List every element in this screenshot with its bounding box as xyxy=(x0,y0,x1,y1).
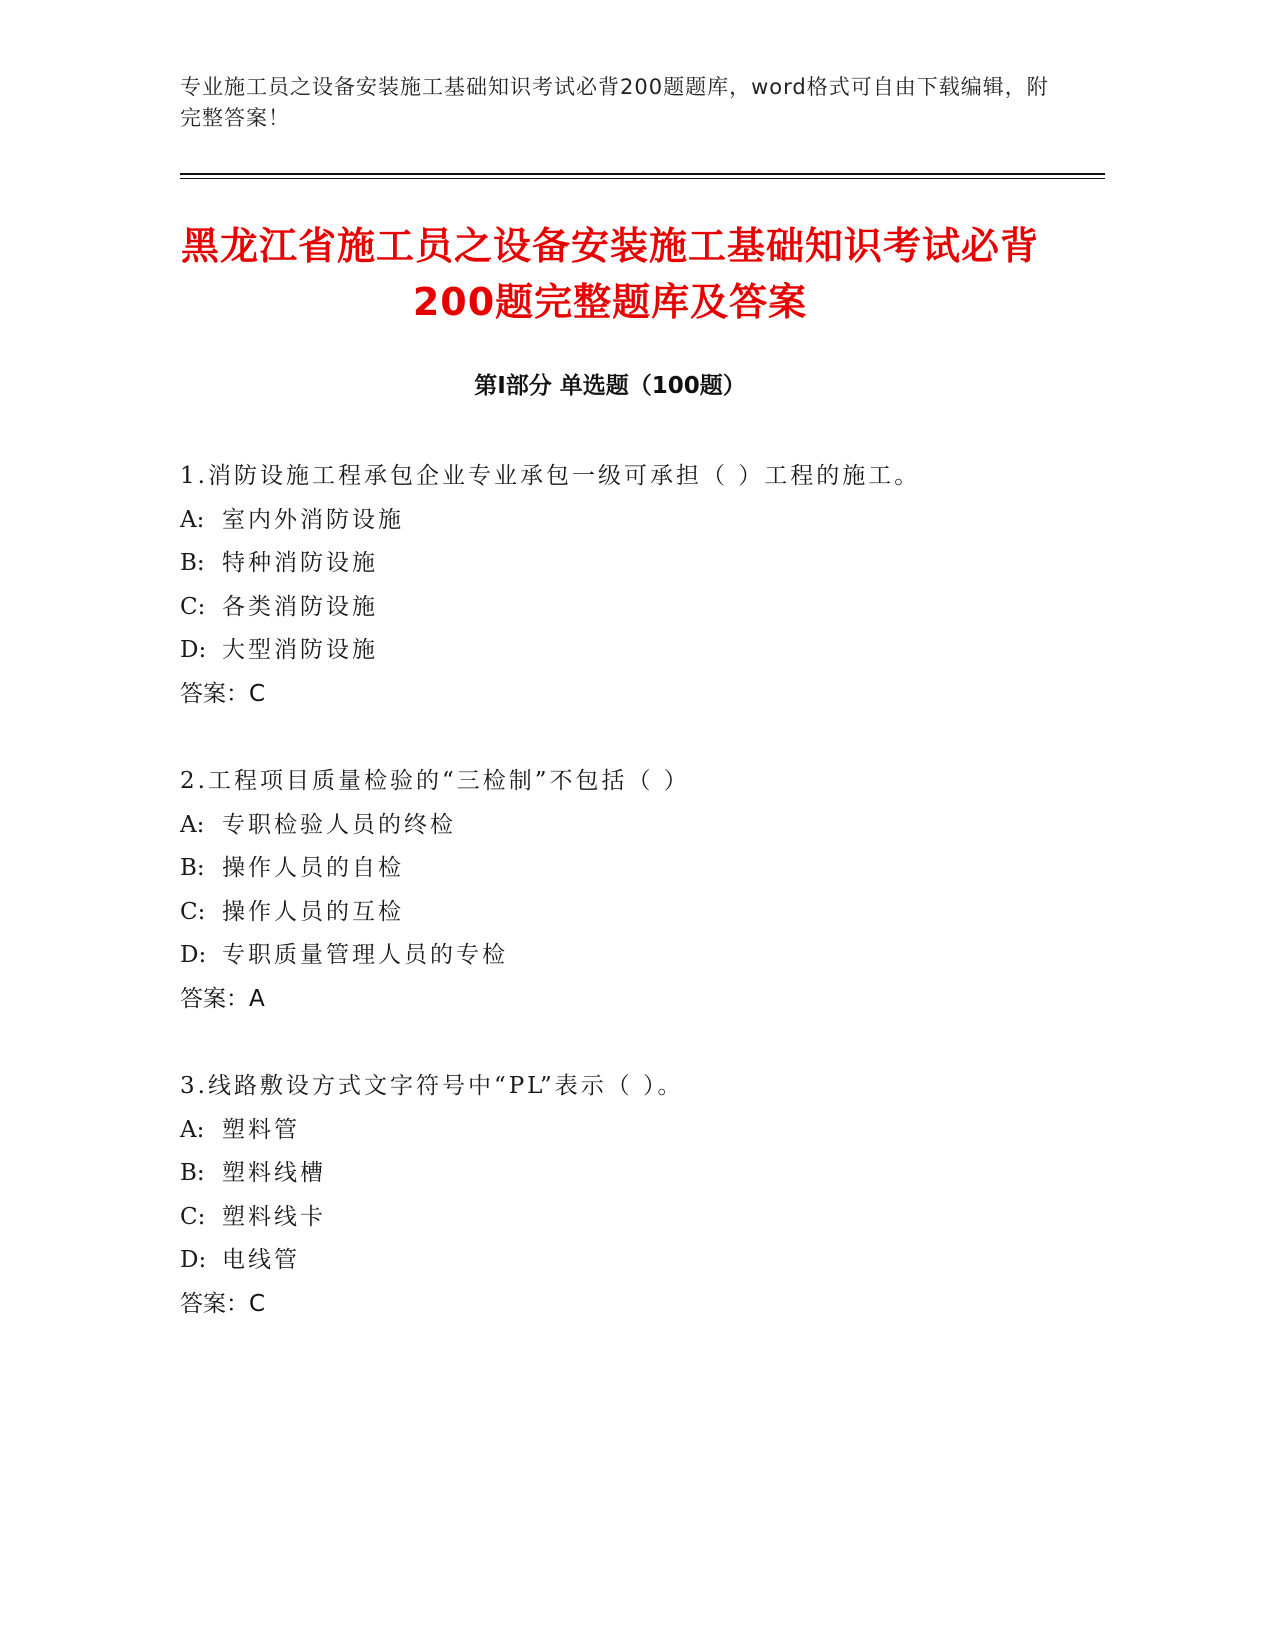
section-title: 第Ⅰ部分 单选题（100题） xyxy=(474,373,746,399)
option-letter: D: xyxy=(180,1247,207,1273)
header-divider-thin xyxy=(180,178,1105,179)
header-divider-thick xyxy=(180,173,1105,175)
option-text: 各类消防设施 xyxy=(222,593,378,620)
option-d xyxy=(180,629,1080,673)
option-text: 专职检验人员的终检 xyxy=(222,811,456,838)
option-letter: C: xyxy=(180,593,206,620)
option-text: 操作人员的自检 xyxy=(222,855,404,881)
option-text: 塑料线卡 xyxy=(222,1203,326,1230)
option-letter: C: xyxy=(180,898,206,925)
option-text: 塑料线槽 xyxy=(222,1160,326,1186)
option-a xyxy=(180,1109,1080,1153)
option-a xyxy=(180,499,1080,543)
option-b xyxy=(180,847,1080,891)
question-stem: 2.工程项目质量检验的“三检制”不包括（ ） xyxy=(180,768,690,794)
question-stem: 1.消防设施工程承包企业专业承包一级可承担（ ）工程的施工。 xyxy=(180,463,921,489)
option-c xyxy=(180,586,1080,630)
question-stem: 3.线路敷设方式文字符号中“PL”表示（ ）。 xyxy=(180,1073,684,1099)
option-letter: C: xyxy=(180,1203,206,1230)
option-c xyxy=(180,1196,1080,1240)
option-letter: A: xyxy=(180,506,205,533)
option-letter: B: xyxy=(180,550,205,576)
question-1 xyxy=(180,455,1080,716)
option-text: 操作人员的互检 xyxy=(222,898,404,925)
question-2 xyxy=(180,760,1080,1021)
question-3 xyxy=(180,1065,1080,1326)
option-letter: D: xyxy=(180,637,207,663)
question-list xyxy=(180,455,1080,1370)
option-b xyxy=(180,542,1080,586)
option-b xyxy=(180,1152,1080,1196)
option-text: 室内外消防设施 xyxy=(222,506,404,533)
option-text: 特种消防设施 xyxy=(222,550,378,576)
option-d xyxy=(180,934,1080,978)
answer-line: 答案：C xyxy=(180,1290,266,1317)
option-letter: A: xyxy=(180,1116,205,1143)
option-text: 大型消防设施 xyxy=(222,637,378,663)
option-letter: B: xyxy=(180,855,205,881)
option-d xyxy=(180,1239,1080,1283)
option-text: 专职质量管理人员的专检 xyxy=(222,942,508,968)
document-title: 黑龙江省施工员之设备安装施工基础知识考试必背200题完整题库及答案 xyxy=(180,224,1039,324)
answer-line: 答案：C xyxy=(180,680,266,707)
option-c xyxy=(180,891,1080,935)
option-letter: B: xyxy=(180,1160,205,1186)
option-letter: A: xyxy=(180,811,205,838)
option-letter: D: xyxy=(180,942,207,968)
option-text: 塑料管 xyxy=(222,1116,300,1143)
option-text: 电线管 xyxy=(222,1247,300,1273)
option-a xyxy=(180,804,1080,848)
answer-line: 答案：A xyxy=(180,985,265,1012)
header-note: 专业施工员之设备安装施工基础知识考试必背200题题库，word格式可自由下载编辑，附完整答案！ xyxy=(180,75,1049,130)
